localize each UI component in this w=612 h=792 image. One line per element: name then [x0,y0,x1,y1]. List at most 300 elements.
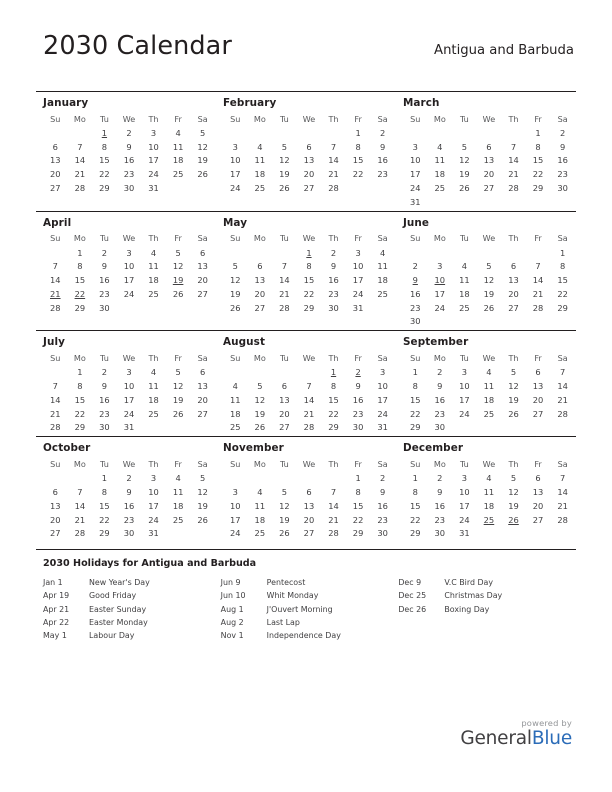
week-row [223,407,395,421]
day-cell: 12 [254,394,266,405]
week-row [223,140,395,154]
holiday-date: Aug 2 [220,617,244,627]
weekday-sa: Sa [557,113,568,124]
holiday-list-item [221,589,399,602]
day-cell: 12 [279,155,290,166]
day-cell: 30 [434,422,446,433]
empty-day-cell [68,471,93,485]
brand-blue: Blue [531,727,572,749]
empty-day-cell [272,471,297,485]
weekday-mo: Mo [253,233,266,244]
day-cell: 17 [229,514,241,525]
day-cell: 6 [257,261,263,272]
weekday-tu: Tu [99,458,109,469]
day-cell: 5 [175,247,181,258]
week-row [223,154,395,168]
month-june [396,217,576,329]
weekday-fr: Fr [534,233,542,244]
day-cell: 19 [279,169,290,180]
day-cell: 15 [557,275,568,286]
day-cell: 10 [459,381,470,392]
day-cell: 23 [123,514,135,525]
empty-day-cell [166,181,191,195]
holiday-name: New Year's Day [89,578,150,588]
day-cell: 1 [412,367,418,378]
day-cell: 18 [229,408,241,419]
holiday-list-item [221,603,399,616]
day-cell: 7 [330,141,337,152]
day-cell: 21 [303,408,315,419]
week-row [403,246,575,260]
week-row [403,379,575,393]
day-cell: 7 [560,367,566,378]
day-cell: 29 [328,422,339,433]
holiday-day-cell: 9 [437,486,443,497]
week-row [223,301,395,315]
weekday-header-row [43,351,215,365]
empty-day-cell [346,181,371,195]
day-cell: 30 [123,183,135,194]
day-cell: 30 [377,528,388,539]
month-february [216,97,396,209]
day-cell: 8 [77,261,83,272]
day-cell: 28 [508,183,519,194]
week-row [223,126,395,140]
weekday-tu: Tu [459,458,469,469]
empty-day-cell [550,315,575,329]
quarter-row [36,330,576,436]
generalblue-wordmark [460,729,572,748]
week-row [403,393,575,407]
day-cell: 28 [557,514,568,525]
week-row [403,365,575,379]
day-cell: 27 [50,528,61,539]
day-cell: 5 [232,261,238,272]
day-cell: 3 [380,367,386,378]
weekday-sa: Sa [197,233,208,244]
weekday-fr: Fr [534,113,542,124]
week-row [403,140,575,154]
week-row [223,393,395,407]
day-cell: 19 [459,169,470,180]
month-grid [403,351,575,434]
day-cell: 24 [148,169,159,180]
week-row [43,471,215,485]
day-cell: 11 [148,261,159,272]
weekday-th: Th [508,113,519,124]
day-cell: 28 [279,302,290,313]
day-cell: 15 [74,394,86,405]
day-cell: 11 [254,500,266,511]
day-cell: 6 [486,141,492,152]
day-cell: 19 [508,394,519,405]
day-cell: 3 [461,367,468,378]
day-cell: 27 [279,422,290,433]
day-cell: 10 [409,155,421,166]
empty-day-cell [428,315,453,329]
day-cell: 23 [557,169,568,180]
holiday-name: V.C Bird Day [444,578,494,588]
weekday-we: We [302,113,316,124]
weekday-fr: Fr [354,113,362,124]
weekday-we: We [302,233,316,244]
month-grid [223,351,395,434]
week-row [223,273,395,287]
weekday-we: We [122,458,136,469]
empty-day-cell [190,421,215,435]
week-row [43,287,215,301]
weekday-su: Su [410,113,421,124]
day-cell: 13 [50,500,61,511]
weekday-su: Su [50,233,61,244]
day-cell: 16 [352,394,364,405]
day-cell: 16 [557,155,568,166]
day-cell: 9 [437,381,443,392]
month-name: July [43,336,65,349]
day-cell: 25 [148,288,159,299]
day-cell: 6 [281,381,288,392]
weekday-we: We [482,113,496,124]
week-row [43,301,215,315]
day-cell: 24 [229,183,241,194]
month-name: December [402,442,464,455]
weekday-we: We [482,458,496,469]
day-cell: 23 [123,169,135,180]
day-cell: 9 [126,141,132,152]
day-cell: 27 [532,514,544,525]
day-cell: 15 [99,500,110,511]
day-cell: 12 [483,275,495,286]
holidays-section [36,549,576,642]
weekday-su: Su [50,113,61,124]
day-cell: 17 [434,288,446,299]
day-cell: 6 [510,261,517,272]
day-cell: 15 [409,394,421,405]
day-cell: 4 [461,261,468,272]
day-cell: 15 [303,275,315,286]
day-cell: 2 [101,367,108,378]
day-cell: 26 [172,408,184,419]
day-cell: 25 [148,408,159,419]
weekday-su: Su [230,352,241,363]
holiday-name: Boxing Day [444,604,490,614]
day-cell: 24 [459,514,470,525]
month-grid [43,351,215,434]
empty-day-cell [526,246,551,260]
week-row [223,167,395,181]
empty-day-cell [141,301,166,315]
quarter-row [36,436,576,542]
day-cell: 6 [306,141,312,152]
empty-day-cell [248,471,273,485]
month-name: June [402,216,430,229]
day-cell: 1 [77,247,83,258]
day-cell: 20 [197,394,208,405]
day-cell: 6 [200,367,206,378]
weekday-header-row [223,232,395,246]
day-cell: 3 [150,473,157,484]
holiday-day-cell: 1 [306,247,312,258]
day-cell: 29 [409,528,421,539]
day-cell: 21 [508,169,519,180]
day-cell: 25 [459,302,470,313]
day-cell: 14 [50,275,61,286]
week-row [43,246,215,260]
weekday-mo: Mo [73,458,86,469]
holiday-date: Jun 9 [220,578,241,588]
holiday-list-item [43,576,221,589]
empty-day-cell [141,421,166,435]
day-cell: 21 [50,408,61,419]
weekday-we: We [302,352,316,363]
week-row [403,485,575,499]
day-cell: 12 [172,261,184,272]
day-cell: 22 [352,169,364,180]
day-cell: 30 [99,302,110,313]
weekday-tu: Tu [279,233,289,244]
day-cell: 7 [52,261,58,272]
day-cell: 8 [355,141,361,152]
day-cell: 30 [434,528,446,539]
empty-day-cell [117,301,142,315]
month-july [36,336,216,434]
holiday-day-cell: 1 [330,367,337,378]
holiday-day-cell: 1 [101,127,108,138]
holiday-list-item [398,603,576,616]
day-cell: 11 [254,155,266,166]
day-cell: 15 [532,155,544,166]
month-grid [43,232,215,315]
empty-day-cell [501,421,526,435]
day-cell: 2 [380,127,386,138]
weekday-fr: Fr [534,352,542,363]
day-cell: 22 [99,169,110,180]
empty-day-cell [43,365,68,379]
empty-day-cell [321,126,346,140]
day-cell: 23 [377,514,388,525]
empty-day-cell [526,315,551,329]
day-cell: 26 [483,302,495,313]
day-cell: 19 [508,500,519,511]
day-cell: 10 [123,381,135,392]
holiday-name: J'Ouvert Morning [266,604,333,614]
day-cell: 24 [377,408,388,419]
day-cell: 29 [74,302,86,313]
day-cell: 30 [409,316,421,327]
day-cell: 26 [229,302,241,313]
country-label: Antigua and Barbuda [434,43,574,58]
day-cell: 20 [197,275,208,286]
holiday-list-item [398,589,576,602]
day-cell: 24 [434,302,446,313]
weekday-fr: Fr [354,458,362,469]
day-cell: 18 [483,500,495,511]
day-cell: 17 [352,275,364,286]
weekday-th: Th [328,233,339,244]
day-cell: 2 [330,247,337,258]
weekday-header-row [223,457,395,471]
week-row [43,181,215,195]
day-cell: 4 [150,247,157,258]
holiday-date: Dec 9 [398,578,422,588]
day-cell: 29 [557,302,568,313]
week-row [43,167,215,181]
weekday-su: Su [230,458,241,469]
holidays-title: 2030 Holidays for Antigua and Barbuda [43,558,257,570]
day-cell: 18 [148,394,159,405]
day-cell: 27 [197,408,208,419]
week-row [43,513,215,527]
day-cell: 21 [74,514,86,525]
brand-general: General [460,727,532,749]
empty-day-cell [428,246,453,260]
day-cell: 15 [352,155,364,166]
day-cell: 27 [197,288,208,299]
weekday-sa: Sa [197,352,208,363]
weekday-mo: Mo [253,458,266,469]
day-cell: 16 [123,500,135,511]
day-cell: 5 [461,141,468,152]
day-cell: 10 [148,486,159,497]
quarter-row [36,211,576,331]
day-cell: 3 [461,473,468,484]
day-cell: 12 [197,141,208,152]
empty-day-cell [370,181,395,195]
day-cell: 4 [150,367,157,378]
page-title: 2030 Calendar [43,31,232,61]
day-cell: 16 [99,275,110,286]
day-cell: 14 [508,155,519,166]
week-row [43,273,215,287]
weekday-su: Su [410,352,421,363]
holiday-date: Apr 22 [43,617,70,627]
week-row [223,246,395,260]
month-name: April [43,216,72,229]
empty-day-cell [272,246,297,260]
day-cell: 19 [172,394,184,405]
holiday-list-item [43,616,221,629]
day-cell: 30 [99,422,110,433]
day-cell: 22 [99,514,110,525]
empty-day-cell [297,365,322,379]
day-cell: 9 [355,381,361,392]
day-cell: 1 [77,367,83,378]
day-cell: 26 [279,528,290,539]
weekday-fr: Fr [354,352,362,363]
holiday-list-item [43,629,221,642]
day-cell: 26 [508,408,519,419]
holidays-column [221,576,399,642]
day-cell: 13 [254,275,266,286]
day-cell: 4 [257,141,263,152]
day-cell: 14 [74,500,86,511]
day-cell: 20 [303,514,315,525]
day-cell: 4 [380,247,386,258]
weekday-su: Su [230,233,241,244]
day-cell: 14 [557,381,568,392]
day-cell: 14 [279,275,290,286]
empty-day-cell [248,126,273,140]
weekday-we: We [302,458,316,469]
day-cell: 8 [101,141,108,152]
empty-day-cell [501,195,526,209]
day-cell: 26 [459,183,470,194]
holiday-date: Dec 26 [398,604,427,614]
empty-day-cell [403,246,428,260]
holiday-list-item [398,576,576,589]
day-cell: 2 [437,473,443,484]
day-cell: 26 [197,169,208,180]
day-cell: 16 [377,500,388,511]
weekday-th: Th [148,113,159,124]
day-cell: 11 [377,261,388,272]
day-cell: 14 [328,500,339,511]
day-cell: 3 [412,141,418,152]
empty-day-cell [526,421,551,435]
week-row [43,126,215,140]
weekday-header-row [403,351,575,365]
week-row [403,195,575,209]
month-grid [403,112,575,209]
holiday-date: Aug 1 [220,604,244,614]
day-cell: 26 [197,514,208,525]
weekday-header-row [403,232,575,246]
day-cell: 7 [77,141,83,152]
day-cell: 18 [254,514,266,525]
empty-day-cell [297,471,322,485]
day-cell: 18 [172,500,184,511]
day-cell: 16 [434,500,446,511]
day-cell: 3 [150,127,157,138]
day-cell: 9 [101,381,108,392]
weekday-su: Su [50,458,61,469]
quarter-row [36,91,576,211]
day-cell: 11 [172,141,184,152]
month-march [396,97,576,209]
day-cell: 2 [560,127,566,138]
holiday-list-item [43,603,221,616]
day-cell: 20 [50,514,61,525]
weekday-su: Su [50,352,61,363]
day-cell: 28 [50,422,61,433]
day-cell: 22 [557,288,568,299]
weekday-th: Th [328,352,339,363]
day-cell: 17 [123,275,135,286]
week-row [43,365,215,379]
week-row [223,499,395,513]
day-cell: 10 [352,261,364,272]
holiday-name: Christmas Day [444,591,503,601]
weekday-tu: Tu [279,352,289,363]
empty-day-cell [190,181,215,195]
day-cell: 25 [172,514,184,525]
weekday-sa: Sa [377,113,388,124]
empty-day-cell [297,126,322,140]
empty-day-cell [452,126,477,140]
empty-day-cell [321,471,346,485]
day-cell: 9 [380,141,386,152]
day-cell: 3 [232,486,238,497]
empty-day-cell [272,126,297,140]
week-row [403,259,575,273]
day-cell: 1 [355,127,361,138]
day-cell: 14 [74,155,86,166]
day-cell: 27 [303,183,315,194]
day-cell: 31 [148,183,159,194]
empty-day-cell [428,126,453,140]
day-cell: 13 [197,381,208,392]
day-cell: 28 [532,302,544,313]
